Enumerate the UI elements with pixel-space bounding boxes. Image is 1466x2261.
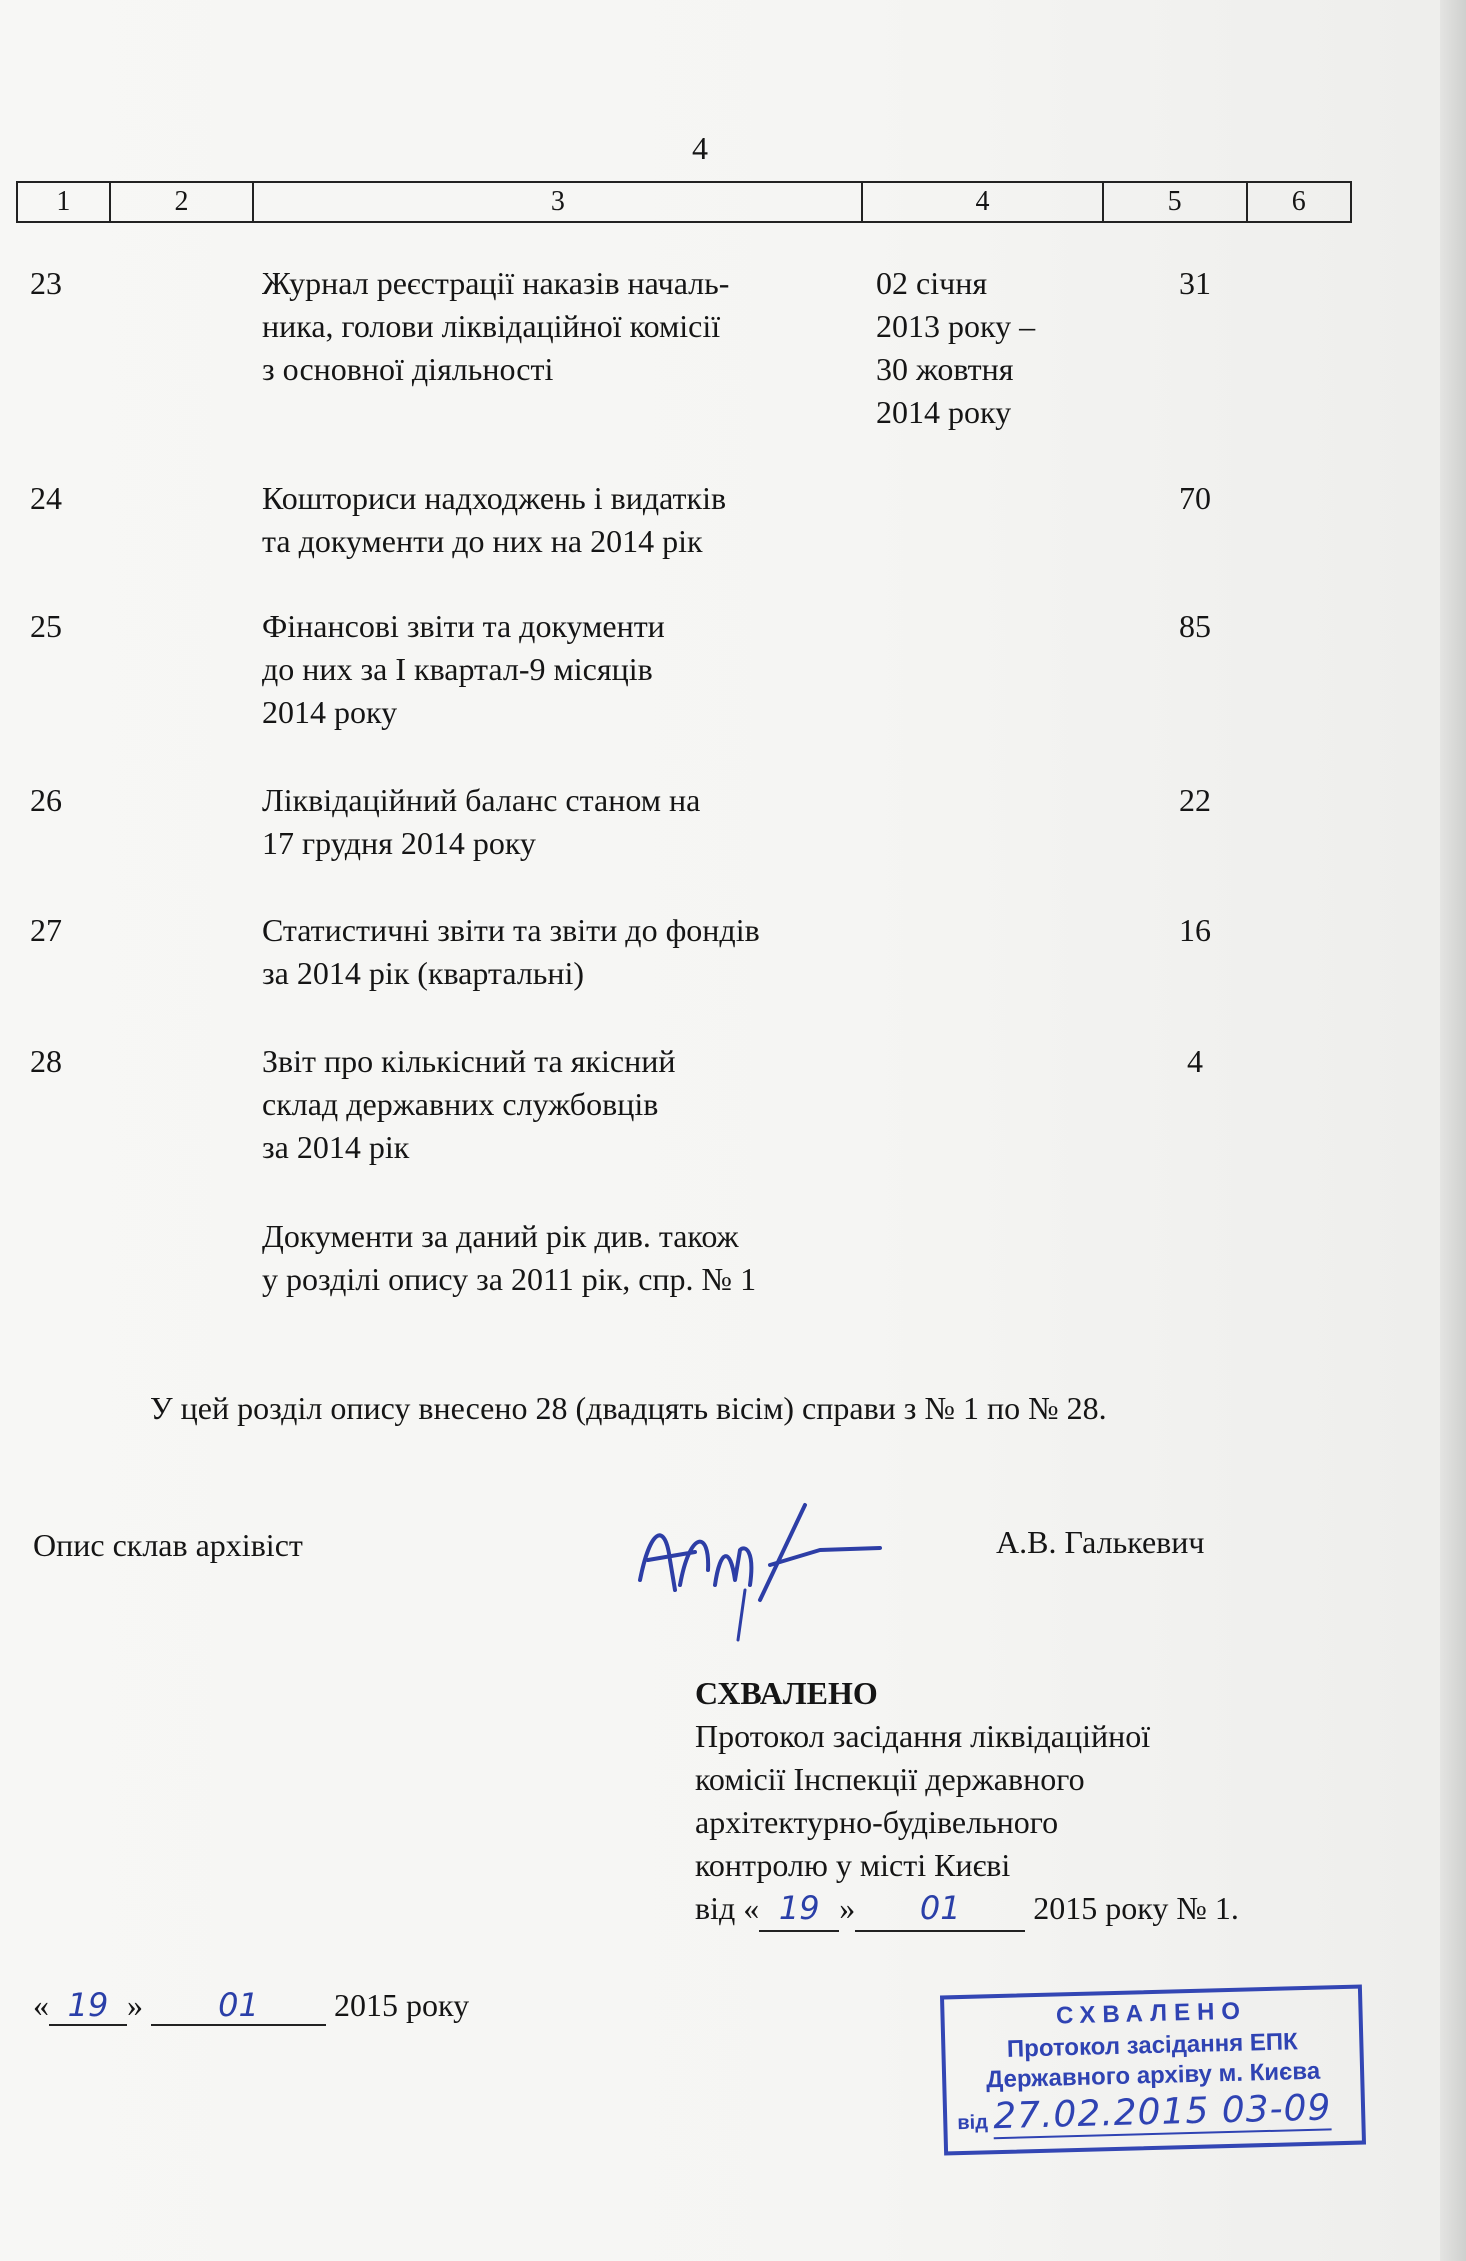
approval-date-mid: » <box>839 1890 856 1926</box>
stamp-value: 27.02.2015 03-09 <box>992 2087 1332 2138</box>
row-number: 27 <box>30 912 62 948</box>
approval-block <box>695 1672 1239 1932</box>
date-day: 19 <box>49 1986 127 2026</box>
page-edge <box>1440 0 1466 2261</box>
stamp-date-line <box>947 2087 1362 2139</box>
row-pages: 16 <box>1179 912 1211 948</box>
row-title: Журнал реєстрації наказів началь- ника, голови ліквідаційної комісії з основної діяльності <box>262 265 730 387</box>
approval-day: 19 <box>759 1887 839 1932</box>
row-title: Статистичні звіти та звіти до фондів за 2014 рік (квартальні) <box>262 912 760 991</box>
row-pages: 85 <box>1179 608 1211 644</box>
row-number: 28 <box>30 1043 62 1079</box>
header-col-1: 1 <box>18 183 111 221</box>
date-open-quote: « <box>33 1987 49 2023</box>
approval-date-suffix: 2015 року № 1. <box>1025 1890 1239 1926</box>
header-col-3: 3 <box>254 183 863 221</box>
approval-month: 01 <box>855 1887 1025 1932</box>
row-title: Ліквідаційний баланс станом на 17 грудня 2014 року <box>262 782 701 861</box>
approval-heading: СХВАЛЕНО <box>695 1675 878 1711</box>
section-summary: У цей розділ опису внесено 28 (двадцять вісім) справи з № 1 по № 28. <box>150 1390 1107 1426</box>
row-title: Фінансові звіти та документи до них за І квартал-9 місяців 2014 року <box>262 608 665 730</box>
stamp-line-1: Протокол засідання ЕПК <box>1006 2028 1299 2063</box>
stamp-prefix: від <box>957 2111 989 2135</box>
row-number: 24 <box>30 480 62 516</box>
approval-date-prefix: від « <box>695 1890 760 1926</box>
stamp-title: СХВАЛЕНО <box>1055 1997 1248 2030</box>
stamp-line-2: Державного архіву м. Києва <box>985 2057 1321 2094</box>
row-pages: 4 <box>1187 1043 1203 1079</box>
row-number: 25 <box>30 608 62 644</box>
cross-reference-note: Документи за даний рік див. також у розділі опису за 2011 рік, спр. № 1 <box>262 1218 757 1297</box>
date-mid: » <box>127 1987 151 2023</box>
page-number: 4 <box>692 130 708 166</box>
row-title: Звіт про кількісний та якісний склад державних службовців за 2014 рік <box>262 1043 676 1165</box>
header-col-2: 2 <box>111 183 255 221</box>
row-pages: 70 <box>1179 480 1211 516</box>
approval-text: Протокол засідання ліквідаційної комісії Інспекції державного архітектурно-будівельного контролю у місті Києві <box>695 1718 1151 1883</box>
row-pages: 22 <box>1179 782 1211 818</box>
row-number: 26 <box>30 782 62 818</box>
date-suffix: 2015 року <box>326 1987 470 2023</box>
date-month: 01 <box>151 1986 326 2026</box>
compiler-name: А.В. Галькевич <box>996 1524 1205 1560</box>
approval-date-line <box>695 1887 1239 1932</box>
compiled-by-label: Опис склав архівіст <box>33 1527 303 1563</box>
row-dates: 02 січня 2013 року – 30 жовтня 2014 року <box>876 265 1036 430</box>
header-col-5: 5 <box>1104 183 1248 221</box>
row-title: Кошториси надходжень і видатків та документи до них на 2014 рік <box>262 480 727 559</box>
row-number: 23 <box>30 265 62 301</box>
document-date <box>33 1986 469 2026</box>
handwritten-signature <box>620 1490 900 1650</box>
table-header <box>16 181 1352 223</box>
row-pages: 31 <box>1179 265 1211 301</box>
archive-approval-stamp <box>940 1985 1366 2156</box>
header-col-4: 4 <box>863 183 1103 221</box>
header-col-6: 6 <box>1291 186 1306 217</box>
